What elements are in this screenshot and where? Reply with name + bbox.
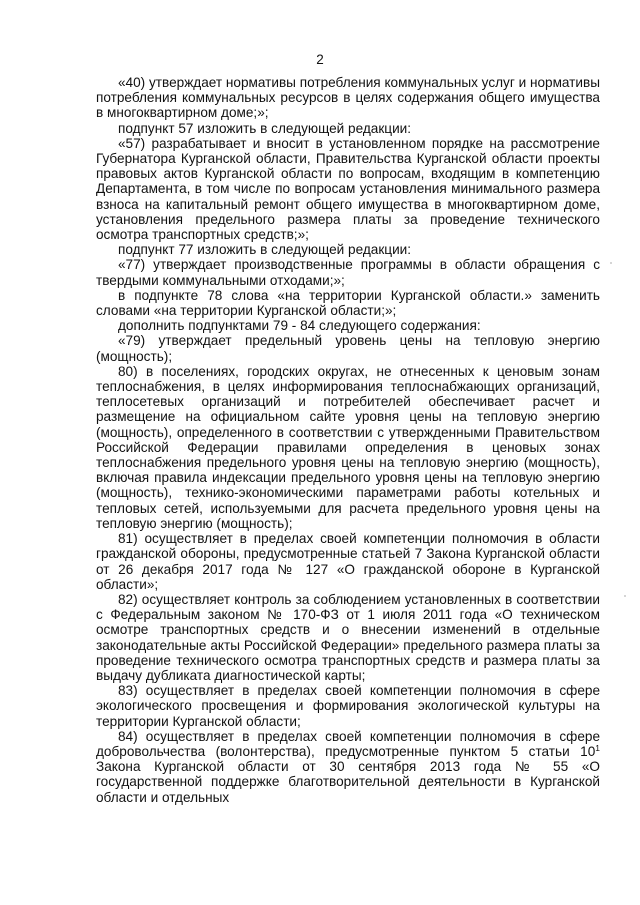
paragraph-item-57: «57) разрабатывает и вносит в установленном порядке на рассмотрение Губернатора Курганской области, Правительства Курганской области проекты правовых актов Курганской области по вопросам, входящим в компетенцию Департамента, в том числе по вопросам установления минимального размера взноса на капитальный ремонт общего имущества в многоквартирном доме, установления предельного размера платы за проведение технического осмотра транспортных средств;»; — [96, 135, 600, 243]
paragraph-item-83: 83) осуществляет в пределах своей компетенции полномочия в сфере экологического просвещения и формирования экологической культуры на территории Курганской области; — [96, 683, 600, 729]
paragraph-instruction-78: в подпункте 78 слова «на территории Курганской области.» заменить словами «на территории Курганской области;»; — [96, 287, 600, 319]
paragraph-item-40: «40) утверждает нормативы потребления коммунальных услуг и нормативы потребления коммунальных ресурсов в целях содержания общего имущества в многоквартирном доме;»; — [96, 75, 600, 121]
paragraph-item-84-text-end: Закона Курганской области от 30 сентября 2013 года № 55 «О государственной поддержке благотворительной деятельности в Курганской области и отдельных — [96, 759, 600, 805]
paragraph-item-79: «79) утверждает предельный уровень цены на тепловую энергию (мощность); — [96, 333, 600, 364]
superscript-marker: 1 — [595, 742, 600, 753]
paragraph-item-80: 80) в поселениях, городских округах, не отнесенных к ценовым зонам теплоснабжения, в целях информирования теплоснабжающих организаций, теплосетевых организаций и потребителей обеспечивает расчет и размещение на официальном сайте уровня цены на тепловую энергию (мощность), определенного в соответствии с утвержденными Правительством Российской Федерации правилами определения в ценовых зонах теплоснабжения предельного уровня цены на тепловую энергию (мощность), включая правила индексации предельного уровня цены на тепловую энергию (мощность), технико-экономическими параметрами работы котельных и тепловых сетей, используемыми для расчета предельного уровня цены на тепловую энергию (мощность); — [96, 363, 600, 531]
paragraph-item-77: «77) утверждает производственные программы в области обращения с твердыми коммунальными отходами;»; — [96, 257, 600, 288]
scan-speck — [624, 595, 626, 597]
paragraph-instruction-57: подпункт 57 изложить в следующей редакции: — [118, 120, 412, 136]
document-body — [96, 75, 600, 805]
paragraph-item-81: 81) осуществляет в пределах своей компетенции полномочия в области гражданской обороны, предусмотренные статьей 7 Закона Курганской области от 26 декабря 2017 года № 127 «О гражданской обороне в Курганской области»; — [96, 531, 600, 592]
paragraph-instruction-77: подпункт 77 изложить в следующей редакции: — [118, 242, 412, 258]
page-number: 2 — [316, 52, 324, 67]
scan-speck — [610, 262, 612, 264]
paragraph-item-84-text-start: 84) осуществляет в пределах своей компетенции полномочия в сфере добровольчества (волонтерства), предусмотренные пунктом 5 статьи 10 — [96, 728, 600, 759]
paragraph-item-82: 82) осуществляет контроль за соблюдением установленных в соответствии с Федеральным законом № 170-ФЗ от 1 июля 2011 года «О техническом осмотре транспортных средств и о внесении изменений в отдельные законодательные акты Российской Федерации» предельного размера платы за проведение технического осмотра транспортных средств и размера платы за выдачу дубликата диагностической карты; — [96, 591, 600, 683]
paragraph-item-84 — [96, 729, 600, 805]
paragraph-instruction-79-84: дополнить подпунктами 79 - 84 следующего содержания: — [118, 318, 481, 334]
